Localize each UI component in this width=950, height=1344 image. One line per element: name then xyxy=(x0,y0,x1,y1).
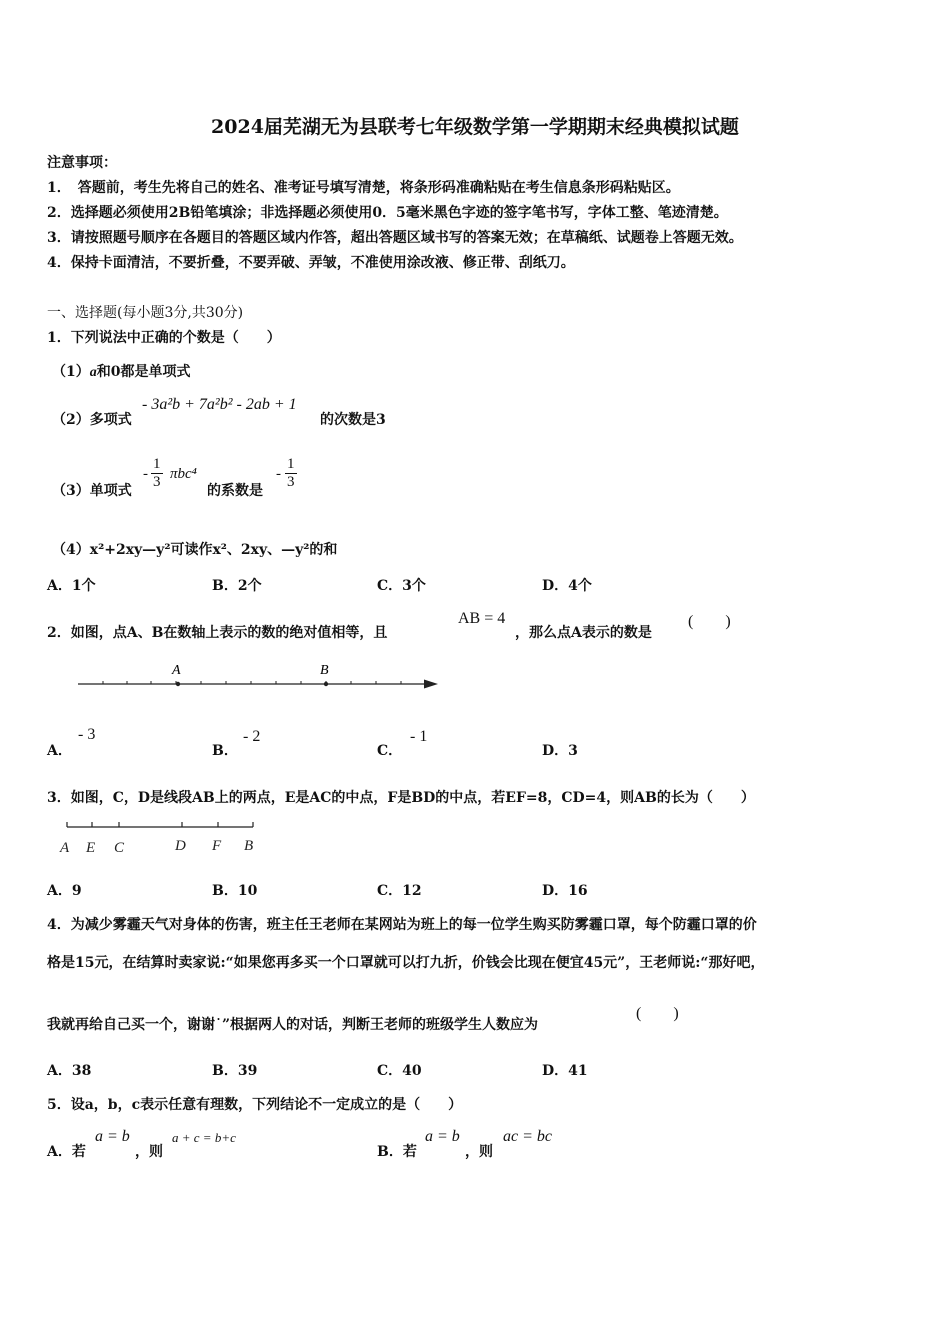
q4-answer-paren: ( ) xyxy=(636,1005,679,1022)
q1-s4-text: x²+2xy—y²可读作x²、2xy、—y²的和 xyxy=(89,542,338,558)
question-4-line-3: 我就再给自己买一个，谢谢˙”根据两人的对话，判断王老师的班级学生人数应为 xyxy=(47,1017,539,1033)
fraction-denominator: 3 xyxy=(287,474,295,490)
notice-item: 2．选择题必须使用2B铅笔填涂；非选择题必须使用0．5毫米黑色字迹的签字笔书写，字体工整、笔迹清楚。 xyxy=(47,205,728,221)
question-5-stem: 5．设a，b，c表示任意有理数，下列结论不一定成立的是（ ） xyxy=(47,1097,463,1113)
q2-option-b[interactable]: B． xyxy=(212,743,238,759)
q2-option-a[interactable]: A． xyxy=(47,743,72,759)
segment-label: C xyxy=(114,840,125,856)
q1-minus-sign-2: - xyxy=(276,466,281,482)
q1-statement-4 xyxy=(52,539,337,559)
q4-option-a[interactable]: A．38 xyxy=(47,1063,92,1079)
notice-heading: 注意事项： xyxy=(47,155,117,171)
q5-option-a[interactable]: A．若 xyxy=(47,1144,86,1160)
q3-option-a[interactable]: A．9 xyxy=(47,883,82,899)
question-4-line-1: 4．为减少雾霾天气对身体的伤害，班主任王老师在某网站为班上的每一位学生购买防雾霾口罩，每个防霾口罩的价 xyxy=(47,917,757,933)
q1-statement-2-prefix: （2）多项式 xyxy=(52,412,132,428)
q5-option-a-condition: a = b xyxy=(95,1128,130,1145)
segment-label: B xyxy=(244,838,254,854)
q4-option-d[interactable]: D．41 xyxy=(542,1063,588,1079)
q3-option-d[interactable]: D．16 xyxy=(542,883,588,899)
q1-monomial-fraction xyxy=(151,456,163,491)
q3-option-c[interactable]: C．12 xyxy=(377,883,422,899)
q5-option-b[interactable]: B．若 xyxy=(377,1144,417,1160)
section-heading: 一、选择题(每小题3分,共30分) xyxy=(47,305,244,321)
q2-option-a-value: - 3 xyxy=(78,726,96,743)
q1-minus-sign: - xyxy=(143,466,148,482)
q5-option-b-result: ac = bc xyxy=(503,1128,552,1145)
segment-label: A xyxy=(60,840,70,856)
point-a-label: A xyxy=(172,663,181,678)
q2-option-c[interactable]: C． xyxy=(377,743,403,759)
point-b-label: B xyxy=(320,663,329,678)
q5-option-b-then: ，则 xyxy=(465,1144,493,1160)
fraction-numerator: 1 xyxy=(153,456,161,472)
notice-item: 4．保持卡面清洁，不要折叠，不要弄破、弄皱，不准使用涂改液、修正带、刮纸刀。 xyxy=(47,255,575,271)
q2-expression: AB = 4 xyxy=(458,610,506,627)
page-title: 2024届芜湖无为县联考七年级数学第一学期期末经典模拟试题 xyxy=(211,116,739,138)
segment-label: F xyxy=(212,838,222,854)
question-1-stem: 1．下列说法中正确的个数是（ ） xyxy=(47,330,281,346)
q1-option-b[interactable]: B．2个 xyxy=(212,578,262,594)
q1-s1-var: a xyxy=(89,365,97,380)
q5-option-a-result: a + c = b+c xyxy=(172,1130,236,1145)
q1-statement-2-suffix: 的次数是3 xyxy=(320,412,386,428)
segment-figure xyxy=(55,816,270,860)
question-4-line-2: 格是15元，在结算时卖家说:“如果您再多买一个口罩就可以打九折，价钱会比现在便宜45元”，王老师说:“那好吧， xyxy=(47,955,765,971)
notice-item: 3．请按照题号顺序在各题目的答题区域内作答，超出答题区域书写的答案无效；在草稿纸、试题卷上答题无效。 xyxy=(47,230,743,246)
q1-polynomial: - 3a²b + 7a²b² - 2ab + 1 xyxy=(142,396,297,413)
q2-option-d[interactable]: D．3 xyxy=(542,743,578,759)
q3-option-b[interactable]: B．10 xyxy=(212,883,258,899)
q5-option-b-condition: a = b xyxy=(425,1128,460,1145)
q1-statement-3-prefix: （3）单项式 xyxy=(52,483,132,499)
q4-option-b[interactable]: B．39 xyxy=(212,1063,258,1079)
q1-s4-prefix: （4） xyxy=(52,542,90,558)
q4-option-c[interactable]: C．40 xyxy=(377,1063,422,1079)
q1-coefficient-fraction xyxy=(285,456,297,491)
q1-s1-prefix: （1） xyxy=(52,364,90,380)
q1-option-a[interactable]: A．1个 xyxy=(47,578,96,594)
segment-label: E xyxy=(86,840,96,856)
q1-option-c[interactable]: C．3个 xyxy=(377,578,426,594)
q2-answer-paren: ( ) xyxy=(688,613,731,630)
question-2-stem: 2．如图，点A、B在数轴上表示的数的绝对值相等，且 xyxy=(47,625,388,641)
q2-stem-tail: ，那么点A表示的数是 xyxy=(515,625,652,641)
question-3-stem: 3．如图，C，D是线段AB上的两点，E是AC的中点，F是BD的中点，若EF=8，CD=4，则AB的长为（ ） xyxy=(47,790,755,806)
q1-s1-text: 和0都是单项式 xyxy=(96,364,191,380)
point-a-dot xyxy=(176,682,180,686)
fraction-numerator: 1 xyxy=(287,456,295,472)
q1-option-d[interactable]: D．4个 xyxy=(542,578,592,594)
q1-statement-3-mid: 的系数是 xyxy=(207,483,263,499)
q1-monomial: πbc⁴ xyxy=(170,466,197,482)
notice-item: 1． 答题前，考生先将自己的姓名、准考证号填写清楚，将条形码准确粘贴在考生信息条形码粘贴区。 xyxy=(47,180,680,196)
q2-option-b-value: - 2 xyxy=(243,728,261,745)
point-b-dot xyxy=(324,682,328,686)
fraction-denominator: 3 xyxy=(153,474,161,490)
segment-label: D xyxy=(175,838,186,854)
q5-option-a-then: ，则 xyxy=(135,1144,163,1160)
q2-option-c-value: - 1 xyxy=(410,728,428,745)
number-line-figure xyxy=(70,656,450,698)
q1-statement-1 xyxy=(52,361,191,381)
